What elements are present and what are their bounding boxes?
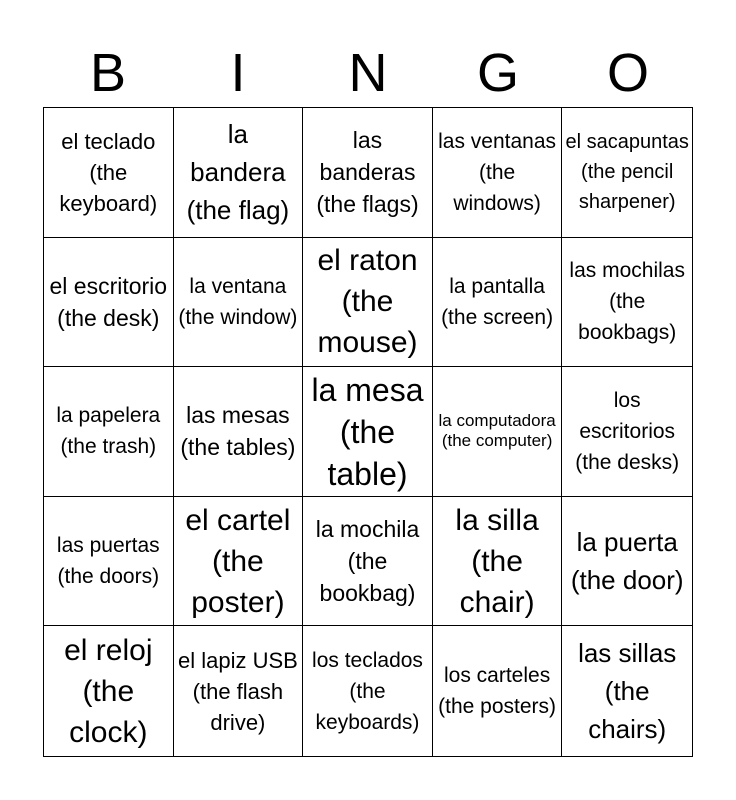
bingo-board xyxy=(43,107,693,757)
bingo-cell[interactable] xyxy=(174,238,304,368)
header-letter-i: I xyxy=(230,43,246,103)
cell-text: los carteles (the posters) xyxy=(438,664,557,719)
cell-text: las sillas (the chairs) xyxy=(578,638,677,745)
bingo-cell[interactable] xyxy=(433,497,563,627)
cell-text: la papelera (the trash) xyxy=(56,404,161,459)
cell-text: las ventanas (the windows) xyxy=(438,129,557,215)
cell-text: la silla (the chair) xyxy=(455,503,539,619)
cell-text: la computadora (the computer) xyxy=(438,411,556,451)
bingo-cell[interactable] xyxy=(44,626,174,756)
bingo-cell[interactable] xyxy=(433,367,563,497)
cell-text: los escritorios (the desks) xyxy=(575,388,680,474)
bingo-cell[interactable] xyxy=(174,108,304,238)
cell-text: el sacapuntas (the pencil sharpener) xyxy=(565,131,689,214)
cell-text: las banderas (the flags) xyxy=(316,127,419,218)
bingo-cell[interactable] xyxy=(174,626,304,756)
cell-text: el cartel (the poster) xyxy=(185,503,291,619)
bingo-cell[interactable] xyxy=(44,108,174,238)
bingo-cell[interactable] xyxy=(562,497,692,627)
bingo-cell[interactable] xyxy=(303,626,433,756)
bingo-cell[interactable] xyxy=(174,367,304,497)
cell-text: la bandera (the flag) xyxy=(186,119,290,226)
bingo-cell[interactable] xyxy=(174,497,304,627)
bingo-cell[interactable] xyxy=(44,367,174,497)
header-letter-g: G xyxy=(476,43,519,103)
bingo-cell[interactable] xyxy=(562,108,692,238)
bingo-cell[interactable] xyxy=(303,367,433,497)
bingo-cell[interactable] xyxy=(562,238,692,368)
cell-text: el teclado (the keyboard) xyxy=(59,128,158,216)
bingo-cell[interactable] xyxy=(303,108,433,238)
cell-text: las puertas (the doors) xyxy=(56,534,160,589)
cell-text: la mesa (the table) xyxy=(311,371,424,492)
bingo-header xyxy=(43,38,693,108)
cell-text: la ventana (the window) xyxy=(178,274,298,329)
cell-text: la puerta (the door) xyxy=(570,527,684,596)
cell-text: la pantalla (the screen) xyxy=(441,274,554,329)
bingo-cell[interactable] xyxy=(303,238,433,368)
header-letter-b: B xyxy=(89,43,127,103)
bingo-cell[interactable] xyxy=(562,367,692,497)
cell-text: las mesas (the tables) xyxy=(180,402,296,461)
bingo-cell[interactable] xyxy=(562,626,692,756)
bingo-cell[interactable] xyxy=(44,497,174,627)
cell-text: el reloj (the clock) xyxy=(64,633,153,749)
bingo-cell[interactable] xyxy=(433,238,563,368)
bingo-cell[interactable] xyxy=(44,238,174,368)
header-letter-o: O xyxy=(606,43,649,103)
bingo-cell[interactable] xyxy=(303,497,433,627)
cell-text: el escritorio (the desk) xyxy=(49,272,168,331)
header-letter-n: N xyxy=(348,43,388,103)
cell-text: el raton (the mouse) xyxy=(317,244,418,360)
cell-text: el lapiz USB (the flash drive) xyxy=(177,647,298,735)
bingo-cell[interactable] xyxy=(433,626,563,756)
cell-text: las mochilas (the bookbags) xyxy=(569,259,685,345)
cell-text: la mochila (the bookbag) xyxy=(315,516,420,607)
bingo-cell[interactable] xyxy=(433,108,563,238)
cell-text: los teclados (the keyboards) xyxy=(312,648,423,734)
